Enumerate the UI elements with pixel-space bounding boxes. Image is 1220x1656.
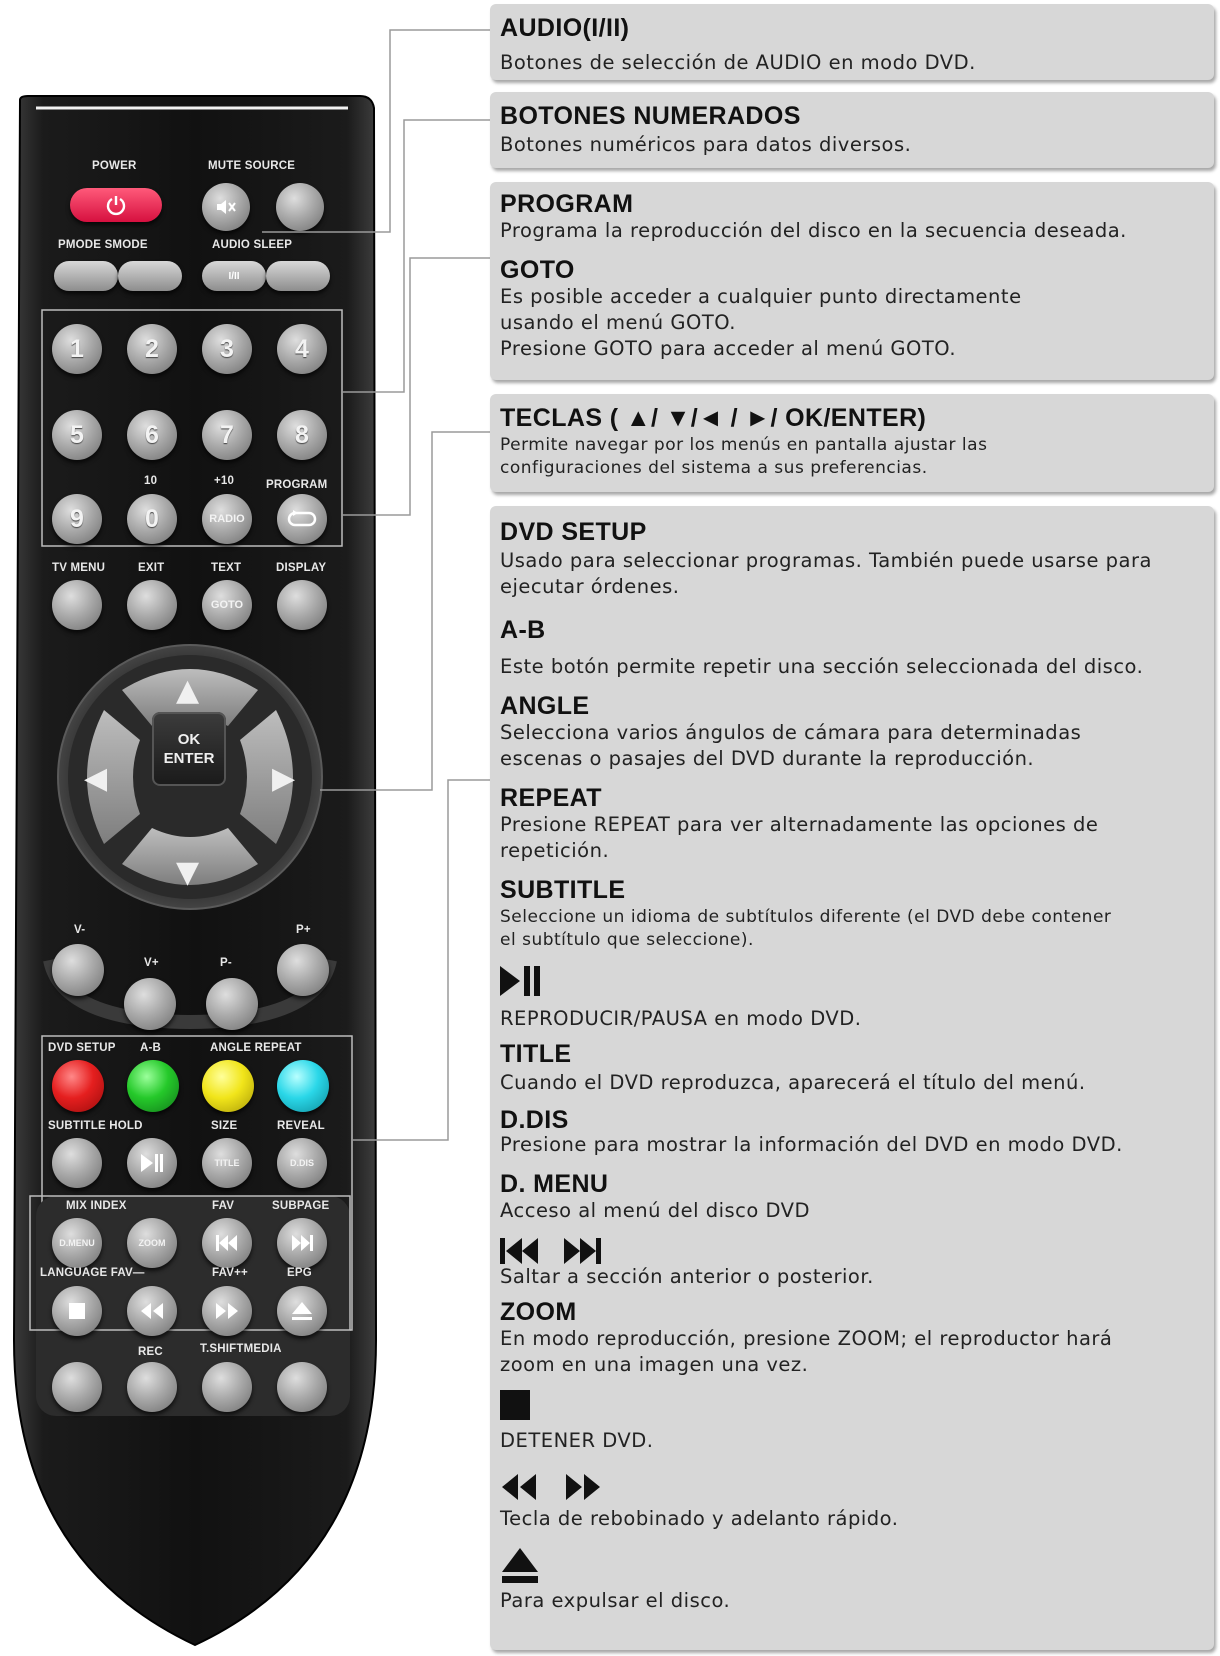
panel-keys: [490, 394, 1214, 492]
eject-icon: [500, 1548, 540, 1584]
dvd-setup-label: DVD SETUP: [48, 1042, 116, 1054]
zoom-line-2: zoom en una imagen una vez.: [500, 1353, 809, 1376]
ddis-title: D.DIS: [500, 1106, 569, 1134]
stop-icon: [500, 1390, 530, 1420]
p-minus-label: P-: [220, 957, 232, 969]
ab-title: A-B: [500, 616, 546, 644]
zoom-title: ZOOM: [500, 1298, 577, 1326]
number-1-button[interactable]: 1: [52, 324, 102, 374]
number-8-button[interactable]: 8: [277, 410, 327, 460]
angle-line-1: Selecciona varios ángulos de cámara para determinadas: [500, 721, 1082, 744]
fav-label: FAV: [212, 1200, 235, 1212]
v-minus-label: V-: [74, 924, 86, 936]
repeat-line-2: repetición.: [500, 839, 610, 862]
ab-text: Este botón permite repetir una sección seleccionada del disco.: [500, 655, 1144, 678]
goto-line-2: usando el menú GOTO.: [500, 311, 736, 334]
program-title: PROGRAM: [500, 190, 634, 218]
number-7-button[interactable]: 7: [202, 410, 252, 460]
left-arrow-button[interactable]: ◀: [84, 761, 108, 796]
title-button[interactable]: TITLE: [202, 1138, 252, 1188]
title-text: Cuando el DVD reproduzca, aparecerá el título del menú.: [500, 1071, 1086, 1094]
eject-text: Para expulsar el disco.: [500, 1589, 731, 1612]
title-title: TITLE: [500, 1040, 572, 1068]
number-2-button[interactable]: 2: [127, 324, 177, 374]
number-3-button[interactable]: 3: [202, 324, 252, 374]
repeat-line-1: Presione REPEAT para ver alternadamente las opciones de: [500, 813, 1099, 836]
audio-button[interactable]: I/II: [202, 261, 266, 291]
panel-dvd: [490, 506, 1214, 1650]
goto-line-1: Es posible acceder a cualquier punto directamente: [500, 285, 1022, 308]
tshift-media-label: T.SHIFTMEDIA: [200, 1343, 282, 1355]
dvd-setup-line-2: ejecutar órdenes.: [500, 575, 680, 598]
number-9-button[interactable]: 9: [52, 494, 102, 544]
panel-numbered: [490, 92, 1214, 168]
subpage-label: SUBPAGE: [272, 1200, 330, 1212]
zoom-button[interactable]: ZOOM: [127, 1218, 177, 1268]
number-5-button[interactable]: 5: [52, 410, 102, 460]
ddis-text: Presione para mostrar la información del DVD en modo DVD.: [500, 1133, 1123, 1156]
display-label: DISPLAY: [276, 562, 327, 574]
d-menu-button[interactable]: D.MENU: [52, 1218, 102, 1268]
language-fav-label: LANGUAGE FAV—: [40, 1267, 145, 1279]
rewind-text: Tecla de rebobinado y adelanto rápido.: [500, 1507, 899, 1530]
audio-sleep-label: AUDIO SLEEP: [212, 239, 293, 251]
play-pause-icon: [500, 964, 544, 998]
tv-menu-label: TV MENU: [52, 562, 106, 574]
fav-plus-label: FAV++: [212, 1267, 248, 1279]
keys-line-1: Permite navegar por los menús en pantalla ajustar las: [500, 435, 988, 455]
angle-line-2: escenas o pasajes del DVD durante la reproducción.: [500, 747, 1035, 770]
subtitle-title: SUBTITLE: [500, 876, 626, 904]
exit-label: EXIT: [138, 562, 165, 574]
audio-title: AUDIO(I/II): [500, 14, 630, 42]
audio-text: Botones de selección de AUDIO en modo DVD.: [500, 51, 976, 74]
subtitle-hold-label: SUBTITLE HOLD: [48, 1120, 143, 1132]
dvd-setup-line-1: Usado para seleccionar programas. También puede usarse para: [500, 549, 1152, 572]
dmenu-title: D. MENU: [500, 1170, 609, 1198]
dvd-setup-title: DVD SETUP: [500, 518, 647, 546]
reveal-label: REVEAL: [277, 1120, 325, 1132]
enter-label: ENTER: [163, 750, 215, 767]
number-6-button[interactable]: 6: [127, 410, 177, 460]
epg-label: EPG: [287, 1267, 312, 1279]
rec-label: REC: [138, 1346, 163, 1358]
stop-text: DETENER DVD.: [500, 1429, 654, 1452]
pmode-smode-label: PMODE SMODE: [58, 239, 148, 251]
dmenu-text: Acceso al menú del disco DVD: [500, 1199, 811, 1222]
rewind-forward-icon: [500, 1472, 610, 1502]
zoom-line-1: En modo reproducción, presione ZOOM; el reproductor hará: [500, 1327, 1113, 1350]
goto-button[interactable]: GOTO: [202, 580, 252, 630]
panel-program-goto: [490, 182, 1214, 380]
size-label: SIZE: [211, 1120, 238, 1132]
mute-source-label: MUTE SOURCE: [208, 160, 296, 172]
subtitle-line-1: Seleccione un idioma de subtítulos diferente (el DVD debe contener: [500, 907, 1112, 927]
panel-audio: [490, 4, 1214, 80]
angle-repeat-label: ANGLE REPEAT: [210, 1042, 302, 1054]
goto-title: GOTO: [500, 256, 575, 284]
plus-ten-label: +10: [214, 475, 235, 487]
number-0-button[interactable]: 0: [127, 494, 177, 544]
keys-title: TECLAS ( ▲/ ▼/◄ / ►/ OK/ENTER): [500, 404, 927, 432]
play-pause-text: REPRODUCIR/PAUSA en modo DVD.: [500, 1007, 862, 1030]
d-dis-button[interactable]: D.DIS: [277, 1138, 327, 1188]
number-4-button[interactable]: 4: [277, 324, 327, 374]
down-arrow-button[interactable]: ▼: [176, 855, 200, 890]
radio-button[interactable]: RADIO: [202, 494, 252, 544]
keys-line-2: configuraciones del sistema a sus preferencias.: [500, 458, 928, 478]
power-label: POWER: [92, 160, 137, 172]
right-arrow-button[interactable]: ▶: [272, 761, 296, 796]
ok-label: OK: [177, 731, 201, 748]
repeat-title: REPEAT: [500, 784, 602, 812]
previous-next-icon: [500, 1236, 610, 1266]
numbered-text: Botones numéricos para datos diversos.: [500, 133, 912, 156]
numbered-title: BOTONES NUMERADOS: [500, 102, 801, 130]
program-label: PROGRAM: [266, 479, 328, 491]
program-text: Programa la reproducción del disco en la secuencia deseada.: [500, 219, 1127, 242]
a-b-label: A-B: [140, 1042, 162, 1054]
p-plus-label: P+: [296, 924, 311, 936]
v-plus-label: V+: [144, 957, 159, 969]
goto-line-3: Presione GOTO para acceder al menú GOTO.: [500, 337, 957, 360]
subtitle-line-2: el subtítulo que seleccione).: [500, 930, 754, 950]
up-arrow-button[interactable]: ▲: [176, 673, 200, 708]
angle-title: ANGLE: [500, 692, 590, 720]
skip-text: Saltar a sección anterior o posterior.: [500, 1265, 874, 1288]
ten-label: 10: [144, 475, 158, 487]
mix-index-label: MIX INDEX: [66, 1200, 127, 1212]
text-label: TEXT: [211, 562, 242, 574]
